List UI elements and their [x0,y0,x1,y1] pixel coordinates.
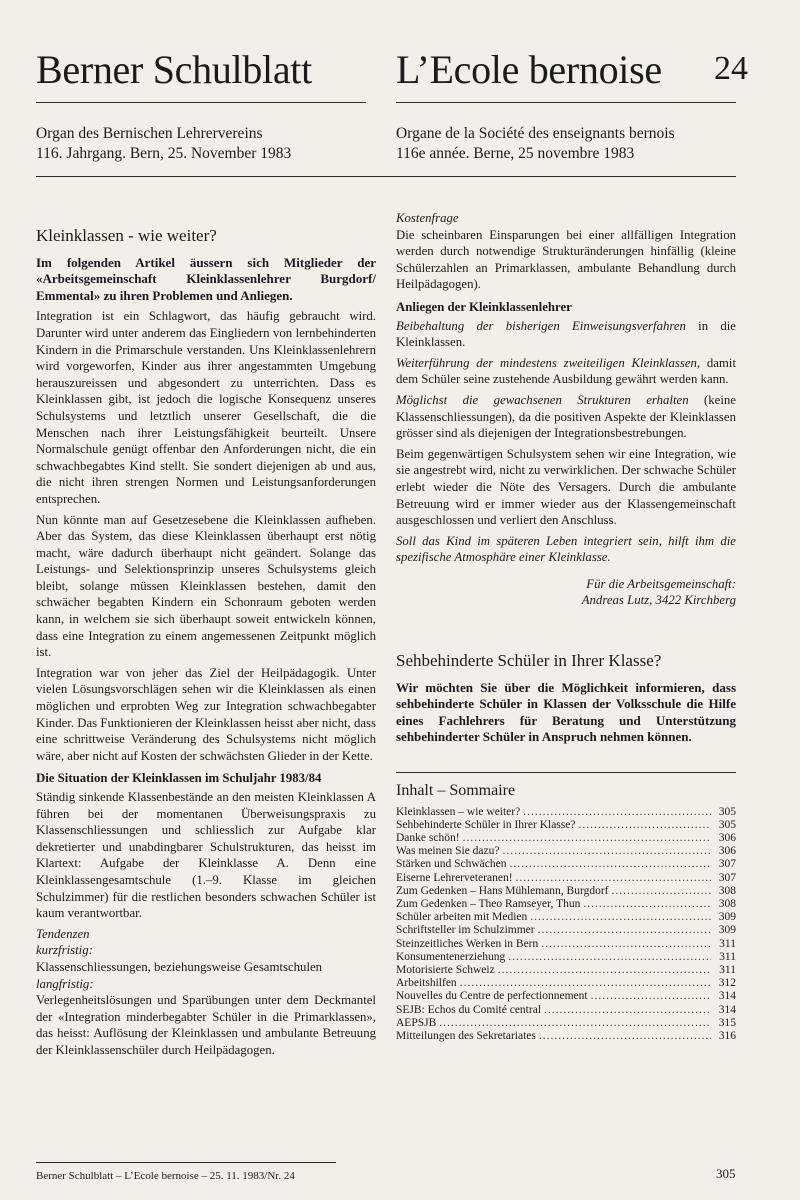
toc-item-page: 311 [719,950,736,963]
toc-item-page: 311 [719,964,736,977]
subtitle-de-line-2: 116. Jahrgang. Bern, 25. November 1983 [36,145,292,162]
toc-item [396,951,736,964]
masthead-rule-left [36,102,366,103]
subtitle-de [36,124,376,164]
subtitle-fr [396,124,756,164]
masthead-rule-right [396,102,736,103]
toc-item-title: Sehbehinderte Schüler in Ihrer Klasse? [396,818,576,831]
toc-item-title: Zum Gedenken – Theo Ramseyer, Thun [396,898,581,911]
toc-item-page: 309 [718,911,736,924]
paragraph-5: Beim gegenwärtigen Schulsystem sehen wir eine Integration, wie sie angestrebt wird, nicht zu verwirklichen. Der schwache Schüler erlebt wieder die Nöte des Versagers. Durch die ambulante Betreuung wird er immer wieder aus der Klassengemeinschaft ausgeschlossen und verliert den Anschluss. [396,446,736,528]
toc-leader-dots [544,1004,711,1017]
article2-text: Wir möchten Sie über die Möglichkeit informieren, dass sehbehinderte Schüler in Klassen der Volksschule die Hilfe eines Fachlehrers für Beratung und Unterstützung sehbehinderter Schüler in Anspruch nehmen können. [396,679,736,745]
header-rule [36,176,736,177]
toc-item [396,1030,736,1043]
left-column [36,228,376,1059]
toc-item-title: AEPSJB [396,1016,437,1029]
article-lead: Im folgenden Artikel äussern sich Mitglieder der «Arbeitsgemeinschaft Kleinklassenlehrer Burgdorf/ Emmental» zu ihren Problemen und Anliegen. [36,254,376,303]
subtitle-de-line-1: Organ des Bernischen Lehrervereins [36,125,263,142]
toc-item [396,845,736,858]
right-column [396,210,736,1043]
toc-item-title: Zum Gedenken – Hans Mühlemann, Burgdorf [396,884,609,897]
toc-leader-dots [583,898,711,911]
toc-item-page: 309 [718,924,736,937]
signature-block [396,576,736,609]
toc-item-page: 308 [718,898,736,911]
anliegen-1-rest: in die Kleinklassen. [396,318,736,350]
anliegen-3-italic: Möglichst die gewachsenen Strukturen erhalten [396,392,689,407]
kurzfristig-label: kurzfristig: [36,943,93,958]
toc-item-title: Arbeitshilfen [396,977,457,990]
anliegen-1-italic: Beibehaltung der bisherigen Einweisungsverfahren [396,318,686,333]
toc-item [396,885,736,898]
toc-leader-dots [612,885,712,898]
anliegen-2-italic: Weiterführung der mindestens zweiteiligen Kleinklassen, [396,355,701,370]
page-number: 305 [716,1166,736,1181]
toc-leader-dots [510,858,712,871]
toc-item-title: Motorisierte Schweiz [396,964,495,977]
toc-item [396,1004,736,1017]
toc-item-page: 311 [719,937,736,950]
toc-item [396,819,736,832]
toc-item-page: 308 [718,884,736,897]
anliegen-2-rest: damit dem Schüler seine zustehende Ausbildung gewährt werden kann. [396,355,736,387]
toc-item-title: Mitteilungen des Sekretariates [396,1030,536,1043]
subtitle-fr-line-1: Organe de la Société des enseignants bernois [396,125,675,142]
toc-item-page: 307 [718,871,736,884]
paragraph-3: Integration war von jeher das Ziel der Heilpädagogik. Unter vielen Lösungsvorschlägen sehen wir die Kleinklassen als einen möglichen und erprobten Weg zur Integration schwachbegabter Kinder. Das Funktionieren der Kleinklassen heisst aber nicht, dass eine schrittweise Veränderung des Schulsystems nicht möglich wäre, aber nicht auf Kosten der schwächsten Glieder in der Kette. [36,665,376,763]
spacer [396,609,736,653]
paragraph-4: Ständig sinkende Klassenbestände an den meisten Kleinklassen A führen bei der momentanen Überweisungspraxis zu Klassenschliessungen und schliesslich zur Aufgabe klar dekretierter und unabdingbarer Schulstrukturen, das heisst im Klartext: Aufgabe der Kleinklasse A. Denn eine Kleinklassengesamtschule (1.–9. Klasse im gleichen Schulzimmer) für die restlichen besonders schwachen Schüler ist kaum verantwortbar. [36,790,376,921]
toc-item-title: Eiserne Lehrerveteranen! [396,871,513,884]
toc-item [396,832,736,845]
toc-item [396,924,736,937]
toc-item-title: Danke schön! [396,832,460,845]
toc-item-title: Nouvelles du Centre de perfectionnement [396,990,588,1003]
article-title-sehbehinderte: Sehbehinderte Schüler in Ihrer Klasse? [396,651,662,671]
toc-leader-dots [523,806,711,819]
toc-item [396,990,736,1003]
kostenfrage-text: Die scheinbaren Einsparungen bei einer allfälligen Integration werden durch notwendige Strukturänderungen hinfällig (kleine Schülerzahlen an Primarklassen, ambulante Behandlung durch Heilpädagogen). [396,227,736,292]
masthead-title-fr: L’Ecole bernoise [396,47,662,92]
toc-item-page: 314 [718,990,736,1003]
paragraph-1: Integration ist ein Schlagwort, das häufig gebraucht wird. Darunter wird unter anderem das Eingliedern von lernbehinderten Kindern in die Primarschule verstanden. Uns Kleinklassenlehrern wird vorgeworfen, Kinder aus ihrer angestammten Umgebung herauszureissen und abgesondert zu unterrichten. Dass es Kleinklassen gibt, ist jedoch die logische Konsequenz unseres Schulsystems und letztlich unserer Gesellschaft, die die Menschen nach ihrer Leistungsfähigkeit beurteilt. Unsere Normalschule genügt offenbar den Anforderungen nicht, die ein schwachbegabtes Kind stellt. Sie sondert diejenigen ab und aus, die nicht ihren strengen Normen und Leistungsanforderungen entsprechen. [36,309,376,506]
toc-item-title: Schriftsteller im Schulzimmer [396,924,535,937]
toc-item [396,858,736,871]
kostenfrage-label: Kostenfrage [396,211,459,225]
anliegen-3 [396,392,736,442]
signature-line-2: Andreas Lutz, 3422 Kirchberg [581,593,736,608]
toc-item-page: 305 [718,805,736,818]
toc-item-page: 305 [718,818,736,831]
toc-item-title: Was meinen Sie dazu? [396,845,500,858]
toc-item-title: Schüler arbeiten mit Medien [396,911,528,924]
footer-rule [36,1162,336,1163]
toc-item-title: Stärken und Schwächen [396,858,507,871]
toc-leader-dots [460,977,711,990]
toc-item-title: Kleinklassen – wie weiter? [396,805,521,818]
anliegen-1 [396,318,736,351]
toc-item [396,938,736,951]
toc-leader-dots [538,924,711,937]
toc-item-page: 306 [718,845,736,858]
toc-leader-dots [516,872,711,885]
paragraph-2: Nun könnte man auf Gesetzesebene die Kleinklassen aufheben. Aber das System, das diese Kleinklassen überhaupt erst nötig macht, wäre dadurch überhaupt nicht geändert. Solange das Leistungs- und Selektionsprinzip unseres Schulsystems gleich bleibt, solange müssen Kleinklassen bestehen, damit den schwächer begabten Kindern ein Schonraum geboten werden kann, in welchem sie sich überhaupt soweit entwickeln können, dass eine Integration zu einem angemessenen Zeitpunkt möglich ist. [36,512,376,660]
tendenzen-label: Tendenzen [36,926,90,941]
toc-title: Inhalt – Sommaire [396,782,516,800]
toc-item [396,964,736,977]
langfristig-text: Verlegenheitslösungen und Sparübungen unter dem Deckmantel der «Integration minderbegabter Schüler in die Primarklassen», das heisst: Auflösung der Kleinklassen und ambulante Betreuung der Kleinklassenschüler durch Heilpädagogen. [36,993,376,1057]
closing-statement: Soll das Kind im späteren Leben integriert sein, hilft ihm die spezifische Atmosphäre einer Kleinklasse. [396,533,736,565]
issue-number: 24 [714,50,748,87]
footer-text: Berner Schulblatt – L’Ecole bernoise – 25. 11. 1983/Nr. 24 [36,1170,295,1182]
toc-item-page: 306 [718,832,736,845]
subtitle-fr-line-2: 116e année. Berne, 25 novembre 1983 [396,145,635,162]
toc-item-page: 315 [718,1016,736,1029]
toc-item-page: 316 [718,1030,736,1043]
toc-item-page: 314 [718,1003,736,1016]
toc-leader-dots [439,1017,711,1030]
toc-item [396,911,736,924]
toc-leader-dots [508,951,711,964]
anliegen-2 [396,355,736,388]
toc-leader-dots [591,990,711,1003]
langfristig-label: langfristig: [36,976,94,991]
section-heading-anliegen: Anliegen der Kleinklassenlehrer [396,299,572,314]
kurzfristig-text: Klassenschliessungen, beziehungsweise Gesamtschulen [36,959,323,974]
masthead-title-de: Berner Schulblatt [36,47,312,92]
toc-leader-dots [503,845,712,858]
toc-leader-dots [541,938,711,951]
toc-item-title: Konsumentenerziehung [396,950,506,963]
signature-line-1: Für die Arbeitsgemeinschaft: [586,576,736,591]
toc-item [396,1017,736,1030]
toc-leader-dots [539,1030,711,1043]
toc-list [396,806,736,1044]
toc-leader-dots [498,964,711,977]
toc-rule [396,772,736,773]
toc-item [396,806,736,819]
anliegen-3-rest: (keine Klassenschliessungen), da die positiven Aspekte der Kleinklassen grösser sind als diejenigen der Integrationsbestrebungen. [396,392,736,441]
toc-item-title: Steinzeitliches Werken in Bern [396,937,539,950]
toc-item [396,872,736,885]
toc-item [396,898,736,911]
toc-leader-dots [463,832,711,845]
article-title-kleinklassen: Kleinklassen - wie weiter? [36,226,217,245]
toc-item [396,977,736,990]
toc-item-page: 312 [718,977,736,990]
toc-leader-dots [578,819,711,832]
toc-item-title: SEJB: Echos du Comité central [396,1003,542,1016]
section-heading-situation: Die Situation der Kleinklassen im Schuljahr 1983/84 [36,771,322,786]
toc-leader-dots [530,911,711,924]
toc-item-page: 307 [718,858,736,871]
